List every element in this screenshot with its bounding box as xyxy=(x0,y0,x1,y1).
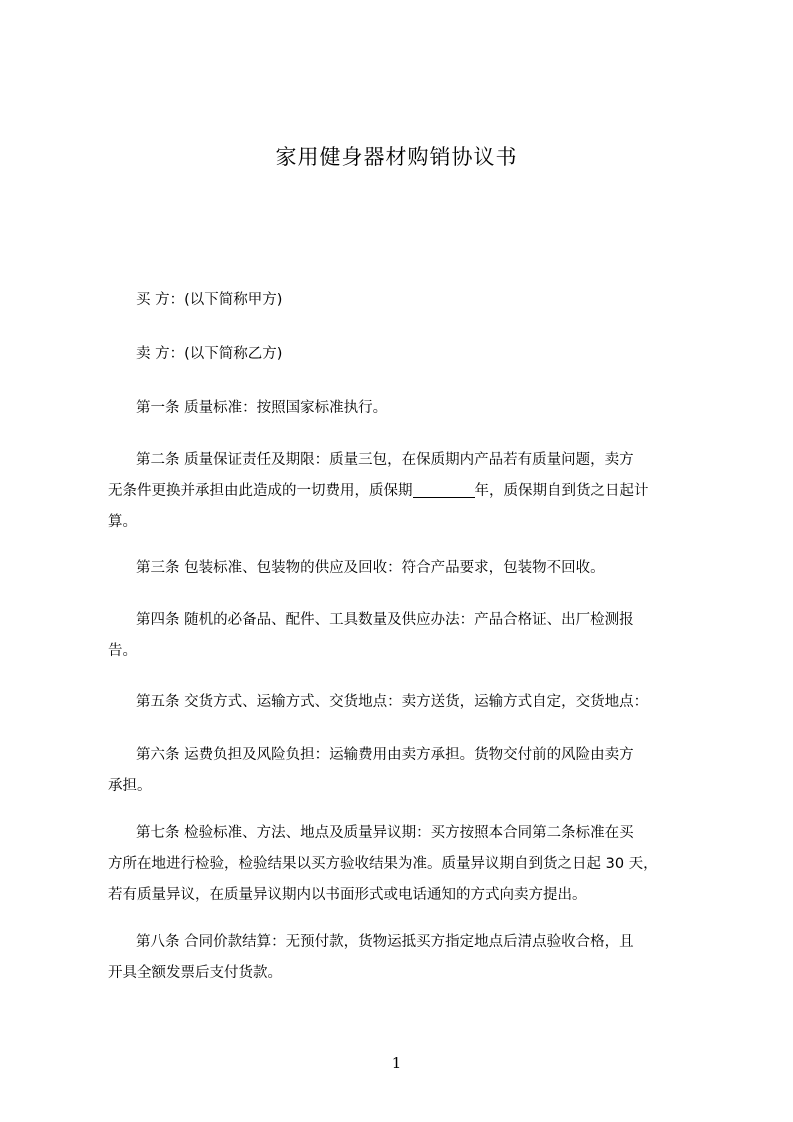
article-4-line-1: 第四条 随机的必备品、配件、工具数量及供应办法：产品合格证、出厂检测报 xyxy=(136,612,634,628)
article-1 xyxy=(108,393,704,424)
seller-line xyxy=(108,339,704,370)
article-3 xyxy=(108,553,704,584)
article-1-text: 第一条 质量标准：按照国家标准执行。 xyxy=(136,400,388,416)
article-7-line-1: 第七条 检验标准、方法、地点及质量异议期：买方按照本合同第二条标准在买 xyxy=(136,825,634,841)
buyer-text: 买 方：(以下简称甲方) xyxy=(136,292,283,308)
buyer-line xyxy=(108,285,704,316)
article-5-text: 第五条 交货方式、运输方式、交货地点：卖方送货，运输方式自定，交货地点： xyxy=(136,694,649,710)
article-4-line-2: 告。 xyxy=(108,643,137,659)
article-8-line-2: 开具全额发票后支付货款。 xyxy=(108,965,282,981)
article-6-line-2: 承担。 xyxy=(108,778,152,794)
article-7-line-3: 若有质量异议，在质量异议期内以书面形式或电话通知的方式向卖方提出。 xyxy=(108,887,587,903)
page-number: 1 xyxy=(391,1054,402,1072)
document-title: 家用健身器材购销协议书 xyxy=(275,145,518,169)
article-2-line-2 xyxy=(108,476,704,507)
article-2-line-2b: 年，质保期自到货之日起计 xyxy=(474,483,649,499)
article-6 xyxy=(108,740,704,802)
article-2-line-2a: 无条件更换并承担由此造成的一切费用，质保期 xyxy=(108,483,413,499)
article-6-line-1: 第六条 运费负担及风险负担：运输费用由卖方承担。货物交付前的风险由卖方 xyxy=(136,747,634,763)
article-8-line-1: 第八条 合同价款结算：无预付款，货物运抵买方指定地点后清点验收合格，且 xyxy=(136,934,634,950)
article-7-line-2: 方所在地进行检验，检验结果以买方验收结果为准。质量异议期自到货之日起 30 天， xyxy=(108,856,658,872)
article-2 xyxy=(108,445,704,538)
warranty-period-blank xyxy=(413,481,475,498)
article-2-line-1: 第二条 质量保证责任及期限：质量三包，在保质期内产品若有质量问题，卖方 xyxy=(136,452,634,468)
article-8 xyxy=(108,927,704,989)
seller-text: 卖 方：(以下简称乙方) xyxy=(136,346,283,362)
article-3-text: 第三条 包装标准、包装物的供应及回收：符合产品要求，包装物不回收。 xyxy=(136,560,605,576)
article-5 xyxy=(108,687,704,718)
article-7 xyxy=(108,818,704,911)
article-2-line-3: 算。 xyxy=(108,514,137,530)
article-4 xyxy=(108,605,704,667)
